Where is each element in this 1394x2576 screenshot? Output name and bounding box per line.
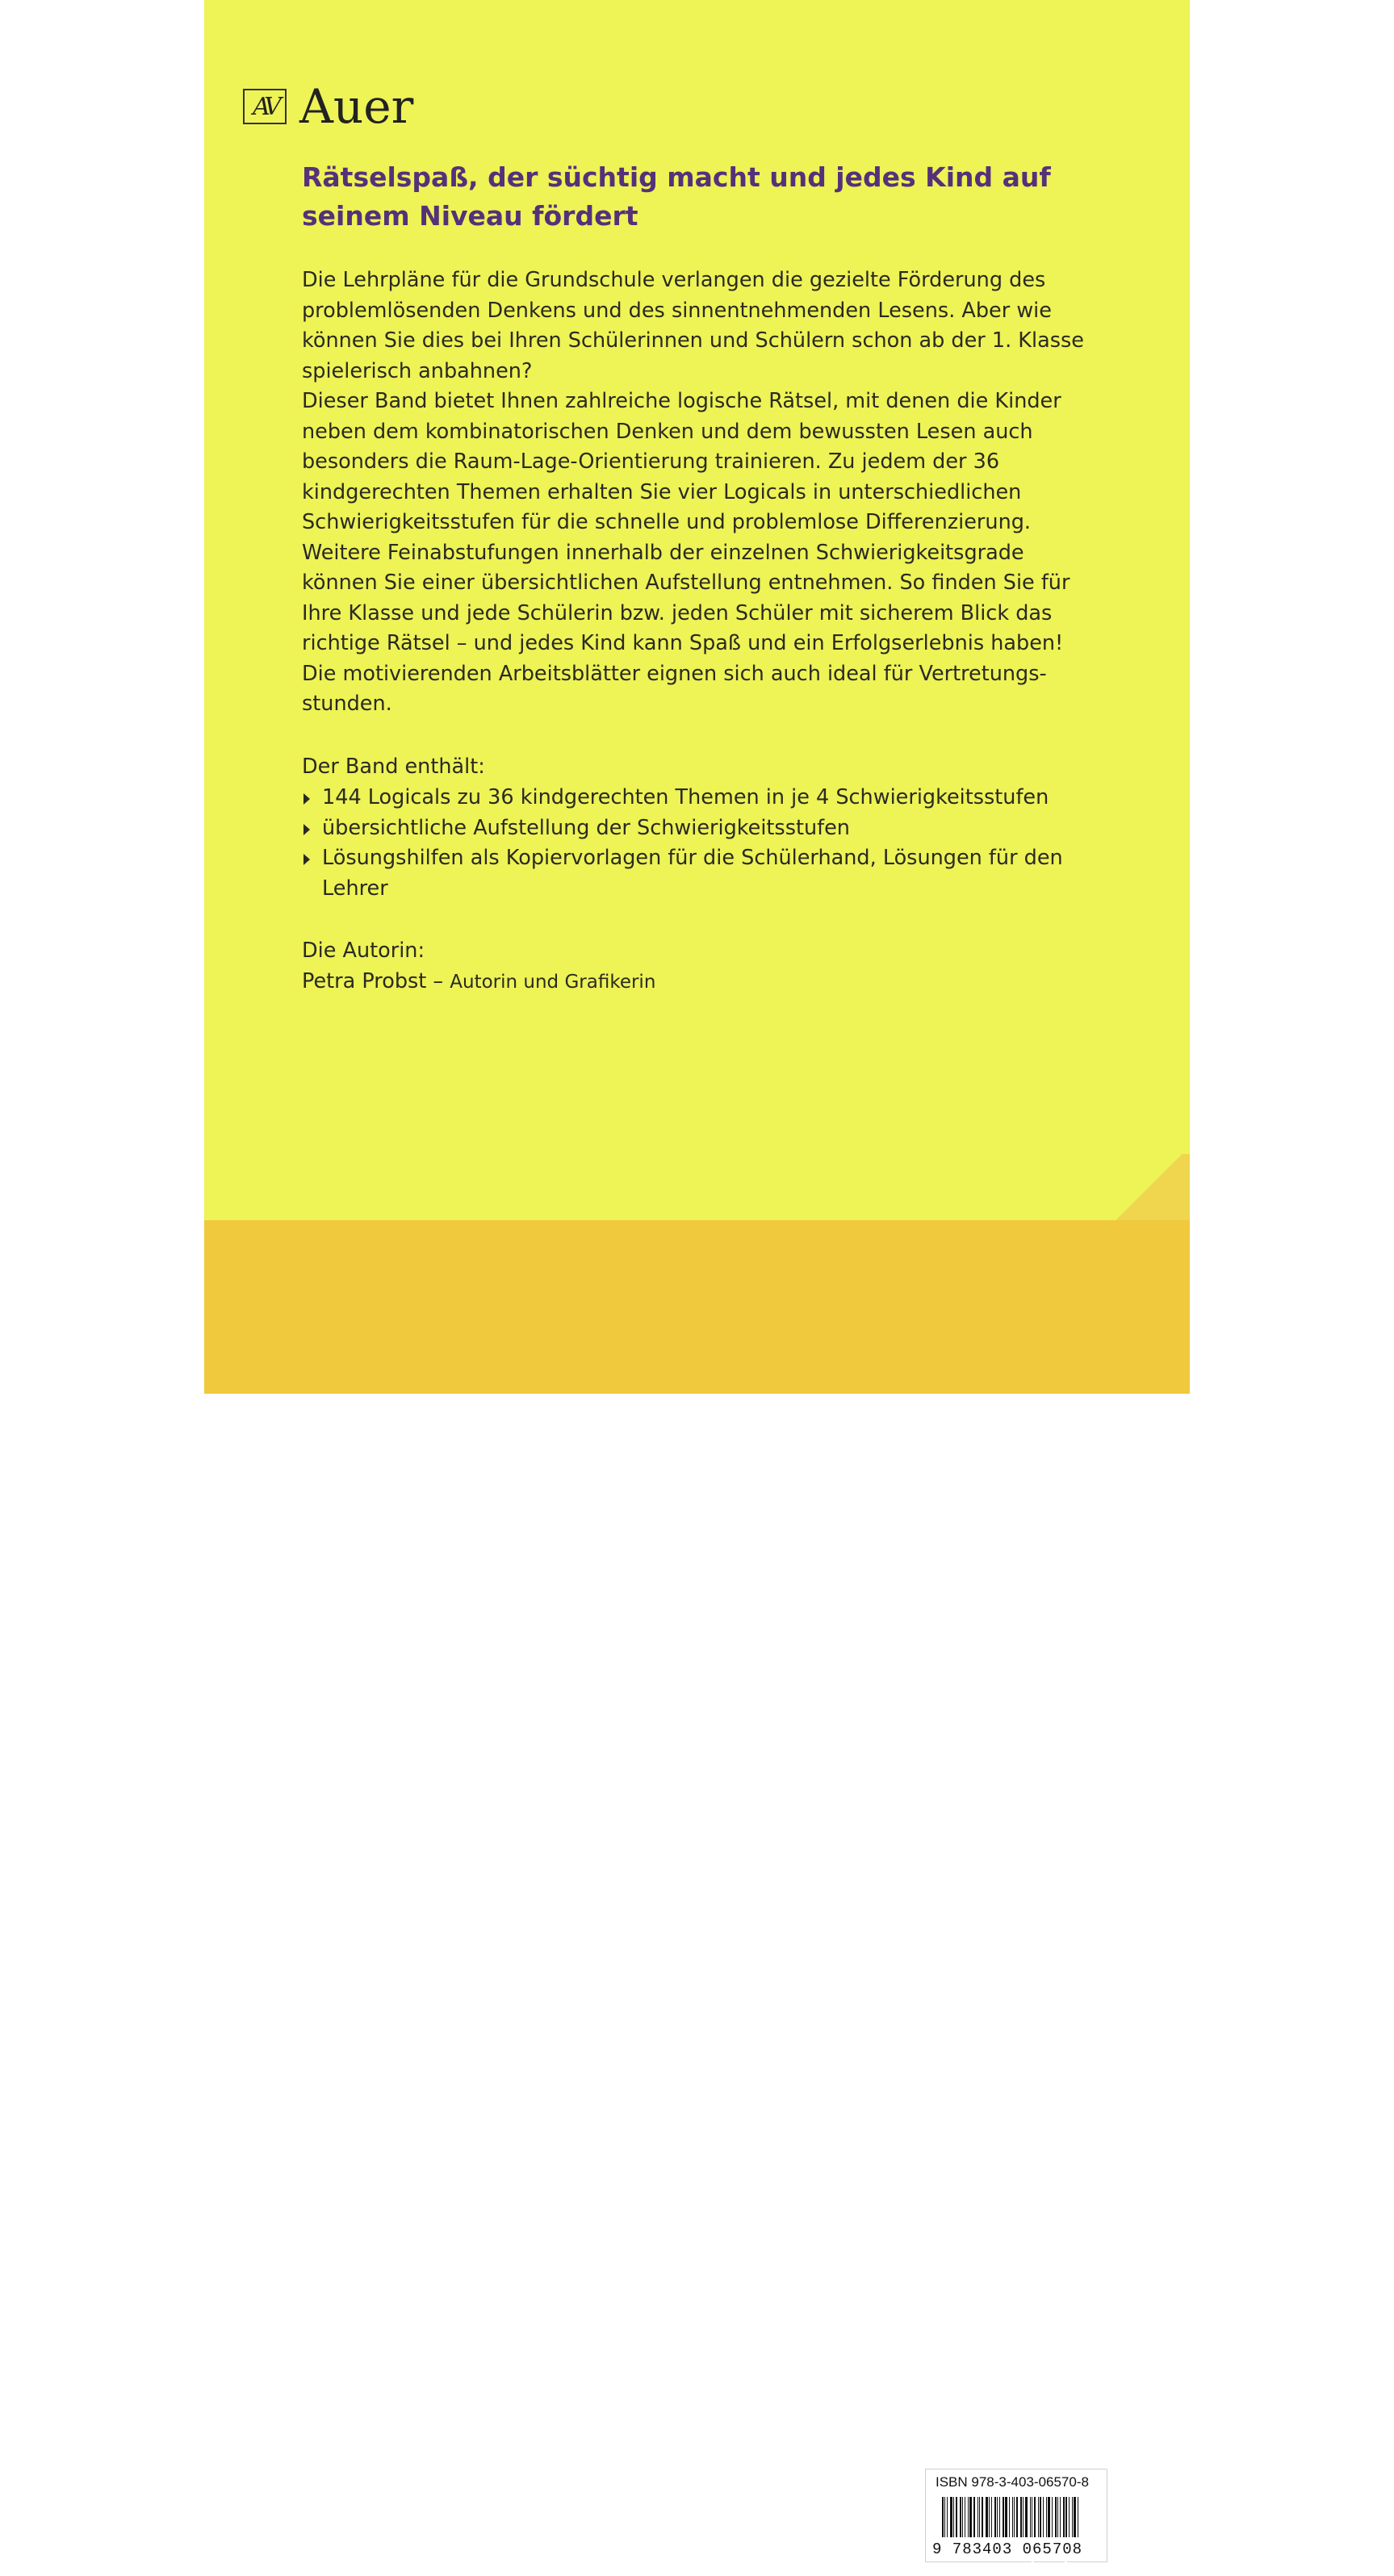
isbn-number: ISBN 978-3-403-06570-8 — [936, 2474, 1089, 2490]
headline: Rätselspaß, der süchtig macht und jedes Kind auf seinem Niveau fördert — [302, 161, 1051, 232]
contents-list — [302, 783, 1109, 904]
barcode-bar — [1052, 2497, 1053, 2537]
barcode-bar — [1072, 2497, 1073, 2537]
barcode-bar — [986, 2497, 988, 2537]
author-dash: – — [426, 969, 450, 993]
barcode-bar — [1063, 2497, 1065, 2537]
barcode-bar — [1074, 2497, 1076, 2537]
barcode-bar — [1034, 2497, 1036, 2537]
description-line: kindgerechten Themen erhalten Sie vier Logicals in unterschiedlichen — [302, 479, 1022, 504]
description-line: können Sie dies bei Ihren Schülerinnen und Schülern schon ab der 1. Klasse — [302, 328, 1084, 353]
publisher-slogan: Auer macht Schule — [306, 2502, 594, 2535]
contents-item — [302, 783, 1109, 813]
barcode-bar — [969, 2497, 972, 2537]
barcode-bar — [1055, 2497, 1057, 2537]
bullet-arrow-icon — [303, 793, 310, 805]
author-name: Petra Probst — [302, 969, 427, 993]
barcode-bar — [979, 2497, 980, 2537]
barcode-bar — [956, 2497, 957, 2537]
contents-item — [302, 843, 1109, 904]
barcode-bar — [1005, 2497, 1007, 2537]
author-line — [302, 967, 655, 998]
barcode-bar — [1023, 2497, 1024, 2537]
contents-item-text: Lösungshilfen als Kopiervorlagen für die Schülerhand, Lösungen für den Lehrer — [322, 846, 1063, 901]
description-line: Ihre Klasse und jede Schülerin bzw. jeden Schüler mit sicherem Blick das — [302, 600, 1053, 625]
description-line: besonders die Raum-Lage-Orientierung trainieren. Zu jedem der 36 — [302, 450, 1000, 474]
corner-fold — [1108, 1154, 1190, 1220]
barcode-bar — [977, 2497, 978, 2537]
description-text — [302, 266, 1109, 720]
description-line: Dieser Band bietet Ihnen zahlreiche logische Rätsel, mit denen die Kinder — [302, 389, 1061, 413]
barcode-bar — [1040, 2497, 1041, 2537]
isbn-barcode-box — [925, 2469, 1107, 2562]
contents-item-text: 144 Logicals zu 36 kindgerechten Themen in je 4 Schwierigkeitsstufen — [322, 785, 1049, 809]
barcode-digits: 9 783403 065708 — [932, 2540, 1083, 2558]
barcode-bar — [1060, 2497, 1061, 2537]
barcode-bar — [994, 2497, 996, 2537]
barcode-bar — [1038, 2497, 1039, 2537]
barcode-bar — [942, 2497, 944, 2537]
barcode-bar — [1069, 2497, 1070, 2537]
barcode-bar — [973, 2497, 975, 2537]
publisher-logo — [243, 79, 414, 134]
barcode-bar — [1046, 2497, 1047, 2537]
barcode-bar — [1009, 2497, 1010, 2537]
logo-mark-icon: AV — [243, 89, 287, 124]
barcode-bar — [953, 2497, 954, 2537]
barcode-bar — [1016, 2497, 1018, 2537]
publisher-website: www.auer-verlag.de — [925, 2557, 1078, 2575]
barcode-bar — [991, 2497, 992, 2537]
author-title: Die Autorin: — [302, 939, 425, 963]
description-line: neben dem kombinatorischen Denken und dem bewussten Lesen auch — [302, 419, 1033, 444]
barcode-bar — [982, 2497, 983, 2537]
description-line: Schwierigkeitsstufen für die schnelle und problemlose Differenzierung. — [302, 510, 1032, 534]
book-back-cover — [204, 0, 1190, 2575]
barcode-bar — [947, 2497, 948, 2537]
description-line: Weitere Feinabstufungen innerhalb der einzelnen Schwierigkeitsgrade — [302, 540, 1024, 565]
contents-item-text: übersichtliche Aufstellung der Schwierigkeitsstufen — [322, 815, 850, 840]
description-line: Die motivierenden Arbeitsblätter eignen sich auch ideal für Vertretungs- — [302, 661, 1047, 686]
description-line: spielerisch anbahnen? — [302, 358, 533, 383]
contents-title: Der Band enthält: — [302, 755, 485, 779]
barcode-bar — [997, 2497, 998, 2537]
barcode-bar — [968, 2497, 969, 2537]
author-role: Autorin und Grafikerin — [450, 972, 656, 993]
barcode-bar — [944, 2497, 945, 2537]
barcode-bar — [1003, 2497, 1004, 2537]
barcode-bar — [1014, 2497, 1015, 2537]
barcode-bar — [1048, 2497, 1050, 2537]
barcode-bar — [1065, 2497, 1067, 2537]
bullet-arrow-icon — [303, 854, 310, 865]
contents-item — [302, 813, 1109, 844]
barcode-bar — [960, 2497, 961, 2537]
logo-name: Auer — [299, 79, 414, 134]
barcode-bar — [1020, 2497, 1022, 2537]
barcode-bar — [1043, 2497, 1044, 2537]
barcode-bar — [1057, 2497, 1058, 2537]
barcode-bar — [950, 2497, 952, 2537]
bullet-arrow-icon — [303, 824, 310, 835]
description-line: Die Lehrpläne für die Grundschule verlangen die gezielte Förderung des — [302, 268, 1046, 292]
barcode-bar — [962, 2497, 963, 2537]
description-line: können Sie einer übersichtlichen Aufstellung entnehmen. So finden Sie für — [302, 571, 1070, 595]
barcode-bar — [1012, 2497, 1013, 2537]
barcode-bar — [989, 2497, 990, 2537]
description-line: problemlösenden Denkens und des sinnentnehmenden Lesens. Aber wie — [302, 298, 1052, 323]
footer-band — [204, 1220, 1190, 2575]
barcode-bar — [999, 2497, 1000, 2537]
barcode-icon — [942, 2497, 1095, 2537]
barcode-bar — [1025, 2497, 1028, 2537]
description-line: richtige Rätsel – und jedes Kind kann Spaß und ein Erfolgserlebnis haben! — [302, 631, 1064, 655]
description-line: stunden. — [302, 692, 392, 716]
barcode-bar — [1030, 2497, 1031, 2537]
